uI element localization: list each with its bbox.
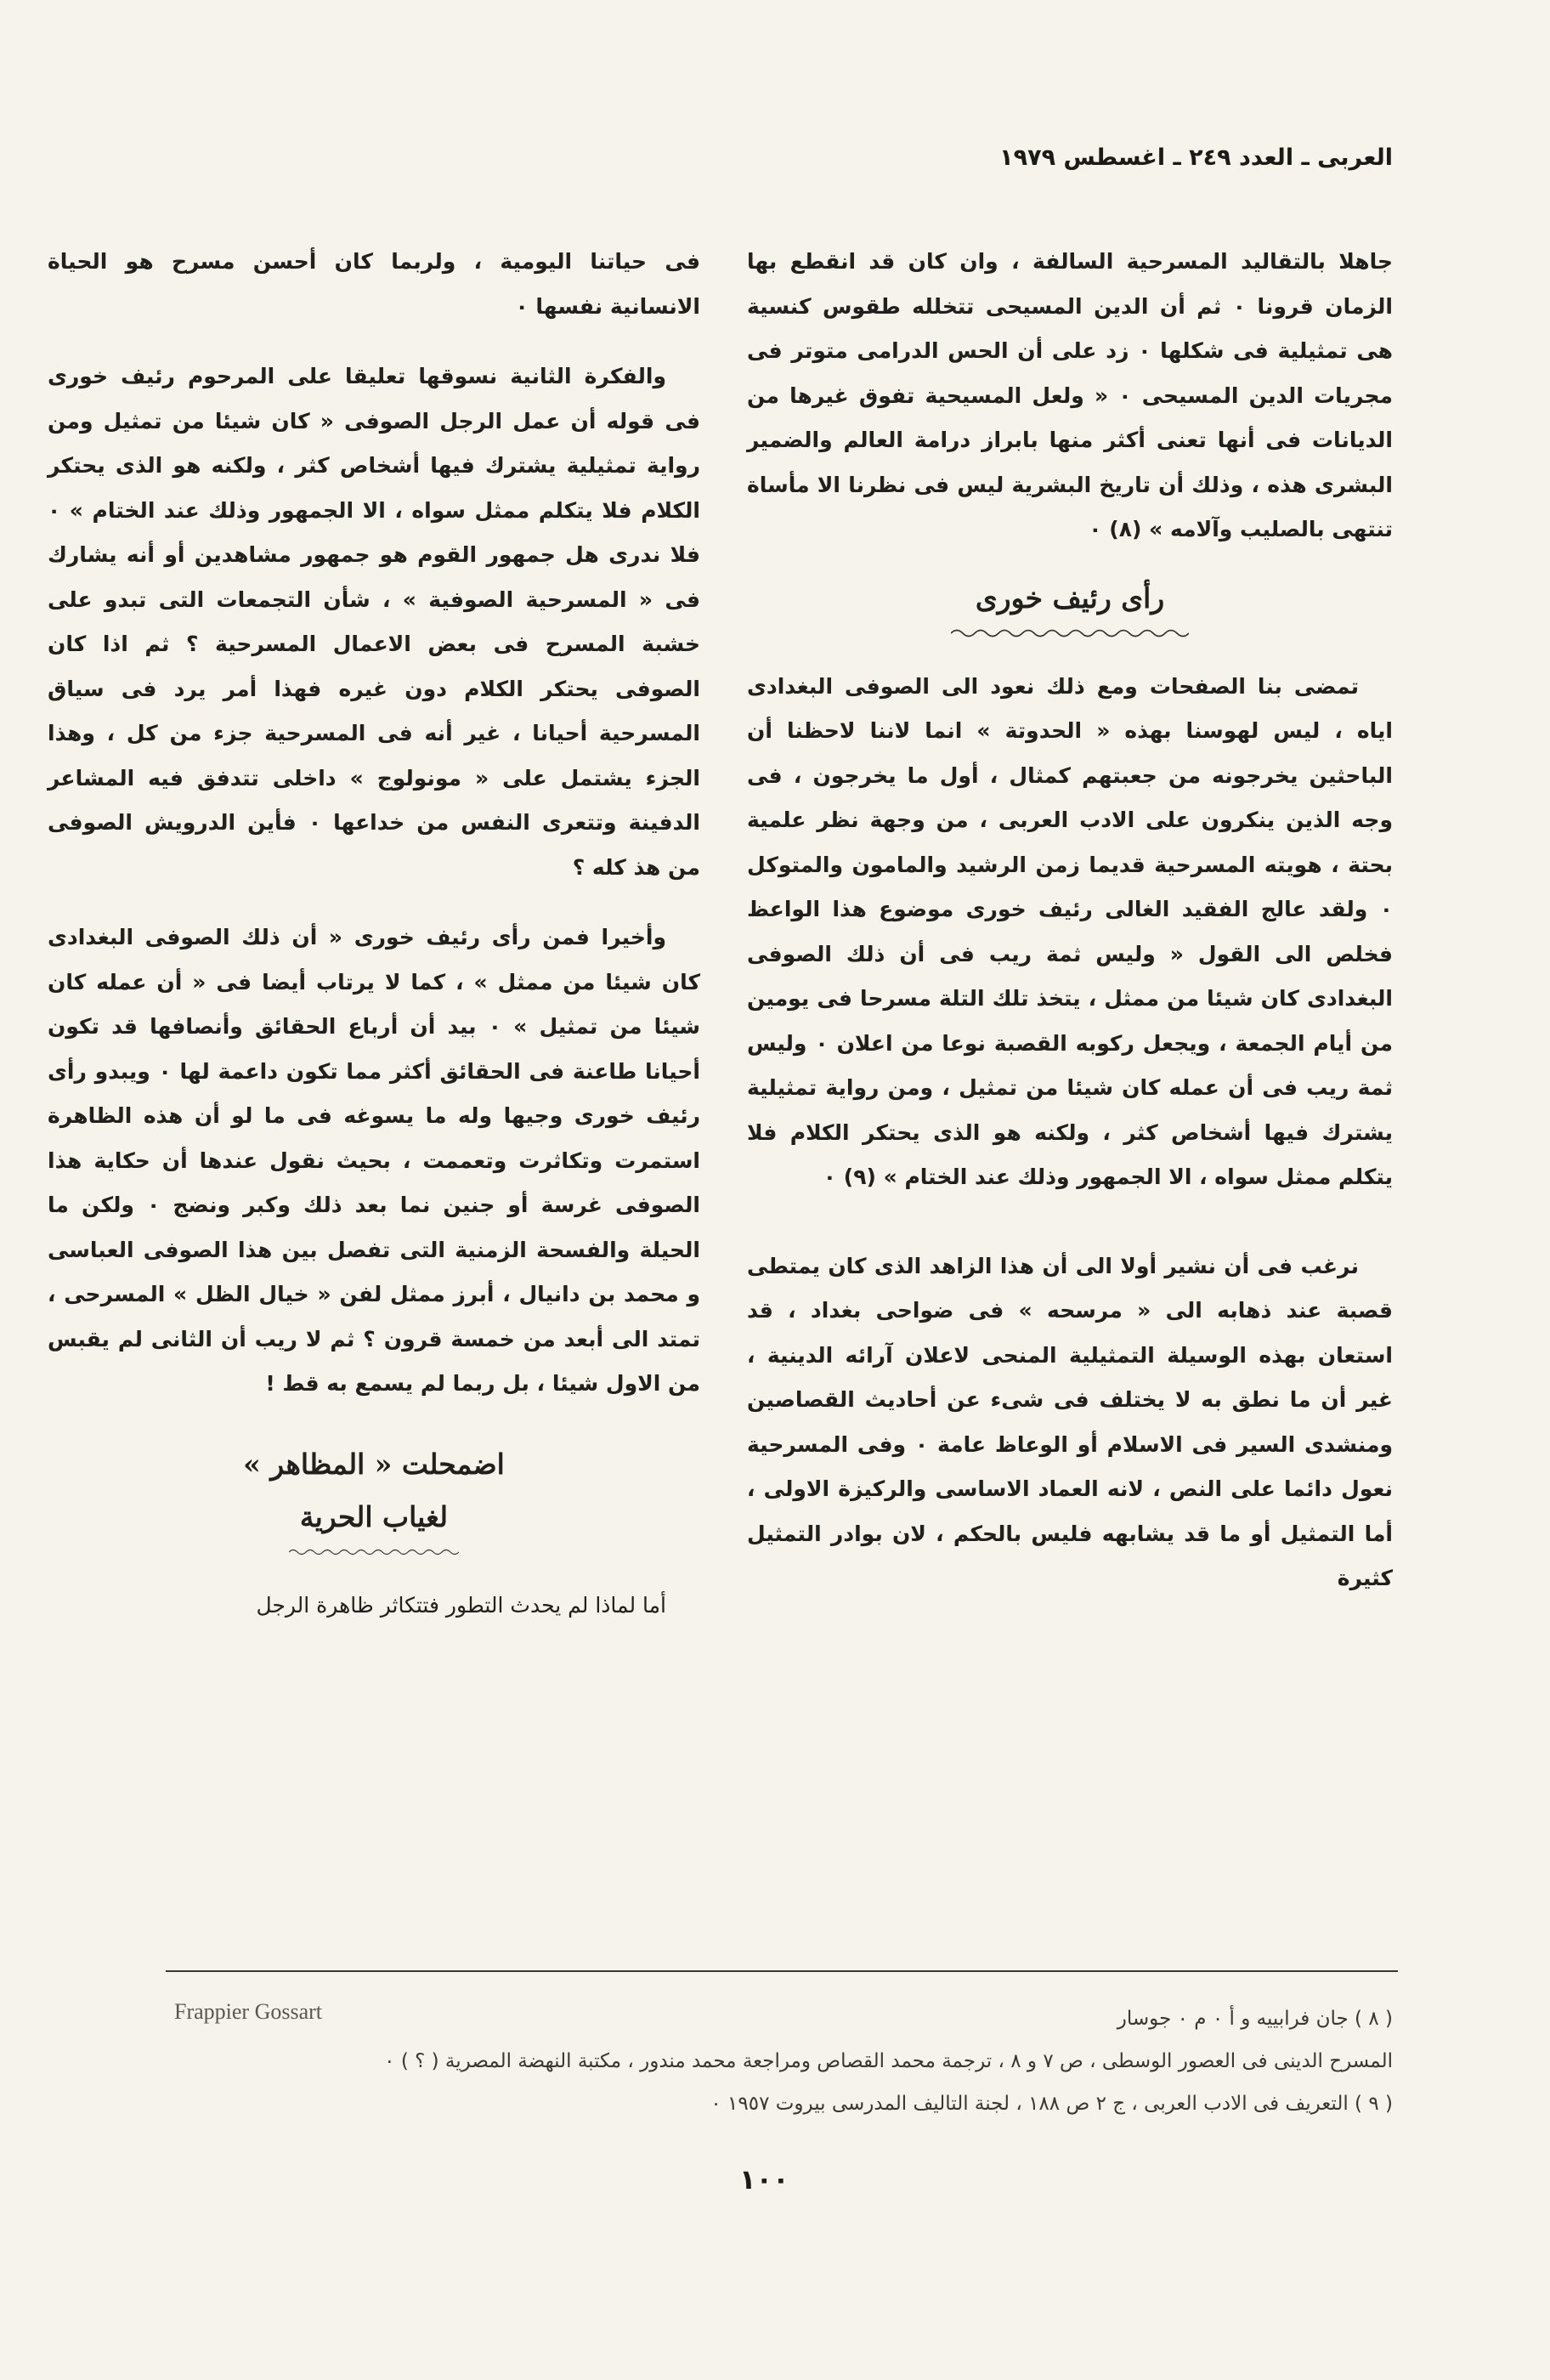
running-header: العربى ـ العدد ٢٤٩ ـ اغسطس ١٩٧٩ [999, 144, 1393, 171]
page-number: ١٠٠ [739, 2163, 789, 2196]
paragraph: والفكرة الثانية نسوقها تعليقا على المرحوم رئيف خورى فى قوله أن عمل الرجل الصوفى « كان شيئا من تمثيل ومن رواية تمثيلية يشترك فيها أشخاص كثر ، ولكنه هو الذى يحتكر الكلام فلا يتكلم ممثل سواه ، الا الجمهور وذلك عند الختام » ٠ فلا ندرى هل جمهور القوم هو جمهور مشاهدين أو أنه يشارك فى « المسرحية الصوفية » ، شأن التجمعات التى تبدو على خشبة المسرح فى بعض الاعمال المسرحية ؟ ثم اذا كان الصوفى يحتكر الكلام دون غيره فهذا أمر يرد فى سياق المسرحية أحيانا ، غير أنه فى المسرحية جزء من كل ، وهذا الجزء يشتمل على « مونولوج » داخلى تتدفق فيه المشاعر الدفينة وتتعرى النفس من خداعها ٠ فأين الدرويش الصوفى من هذ كله ؟ [48, 364, 700, 880]
footnote: ( ٩ ) التعريف فى الادب العربى ، ج ٢ ص ١٨٨ ، لجنة التاليف المدرسى بيروت ١٩٥٧ ٠ [710, 2093, 1393, 2115]
left-column [48, 240, 700, 1628]
right-column [747, 240, 1393, 1601]
decorative-underline [951, 627, 1189, 639]
footnote-divider [166, 1970, 1398, 1972]
section-heading: رأى رئيف خورى [975, 581, 1165, 615]
paragraph: وأخيرا فمن رأى رئيف خورى « أن ذلك الصوفى البغدادى كان شيئا من ممثل » ، كما لا يرتاب أيضا فى « أن عمله كان شيئا من تمثيل » ٠ بيد أن أرباع الحقائق وأنصافها قد تكون أحيانا طاعنة فى الحقائق أكثر مما تكون داعمة لها ٠ ويبدو رأى رئيف خورى وجيها وله ما يسوغه فى ما لو أن هذه الظاهرة استمرت وتكاثرت وتعممت ، بحيث نقول عندها أن حكاية هذا الصوفى غرسة أو جنين نما بعد ذلك وكبر ونضج ٠ ولكن ما الحيلة والفسحة الزمنية التى تفصل بين هذا الصوفى العباسى و محمد بن دانيال ، أبرز ممثل لفن « خيال الظل » المسرحى ، تمتد الى أبعد من خمسة قرون ؟ ثم لا ريب أن الثانى لم يقبس من الاول شيئا ، بل ربما لم يسمع به قط ! [48, 925, 700, 1396]
paragraph: تمضى بنا الصفحات ومع ذلك نعود الى الصوفى البغدادى اياه ، ليس لهوسنا بهذه « الحدوتة » انما لاننا لاحظنا أن الباحثين يخرجونه من جعبتهم كمثال ، أول ما يخرجون ، فى وجه الذين ينكرون على الادب العربى ، من وجهة نظر علمية بحتة ، هويته المسرحية قديما زمن الرشيد والمامون والمتوكل ٠ ولقد عالج الفقيد الغالى رئيف خورى موضوع هذا الواعظ فخلص الى القول « وليس ثمة ريب فى أن ذلك الصوفى البغدادى كان شيئا من ممثل ، يتخذ تلك التلة مسرحا فى يومين من أيام الجمعة ، ويجعل ركوبه القصبة نوعا من اعلان ٠ وليس ثمة ريب فى أن عمله كان شيئا من تمثيل ، ومن رواية تمثيلية يشترك فيها أشخاص كثر ، ولكنه هو الذى يحتكر الكلام فلا يتكلم ممثل سواه ، الا الجمهور وذلك عند الختام » (٩) ٠ [747, 673, 1393, 1189]
paragraph: نرغب فى أن نشير أولا الى أن هذا الزاهد الذى كان يمتطى قصبة عند ذهابه الى « مرسحه » فى ضواحى بغداد ، قد استعان بهذه الوسيلة التمثيلية المنحى لاعلان آرائه الدينية ، غير أن ما نطق به لا يختلف فى شىء عن أحاديث القصاصين ومنشدى السير فى الاسلام أو الوعاظ عامة ٠ وفى المسرحية نعول دائما على النص ، لانه العماد الاساسى والركيزة الاولى ، أما التمثيل أو ما قد يشابهه فليس بالحكم ، لان بوادر التمثيل كثيرة [747, 1253, 1393, 1590]
footnote: المسرح الدينى فى العصور الوسطى ، ص ٧ و ٨ ، ترجمة محمد القصاص ومراجعة محمد مندور ، مكتبة النهضة المصرية ( ؟ ) ٠ [384, 2050, 1393, 2072]
paragraph: فى حياتنا اليومية ، ولربما كان أحسن مسرح هو الحياة الانسانية نفسها ٠ [48, 249, 700, 319]
footnote: ( ٨ ) جان فرابييه و أ ٠ م ٠ جوسار [1117, 2008, 1393, 2030]
paragraph: أما لماذا لم يحدث التطور فتتكاثر ظاهرة الرجل [256, 1592, 666, 1618]
footnotes [169, 1998, 1393, 2125]
section-heading: لغياب الحرية [299, 1499, 449, 1533]
paragraph: جاهلا بالتقاليد المسرحية السالفة ، وان كان قد انقطع بها الزمان قرونا ٠ ثم أن الدين المسيحى تتخلله طقوس كنسية هى تمثيلية فى شكلها ٠ زد على أن الحس الدرامى متوتر فى مجريات الدين المسيحى ٠ « ولعل المسيحية تفوق غيرها من الديانات فى أنها تعنى أكثر منها بابراز درامة العالم والضمير البشرى هذه ، وذلك أن تاريخ البشرية ليس فى نظرنا الا مأساة تنتهى بالصليب وآلامه » (٨) ٠ [747, 249, 1394, 541]
section-heading: اضمحلت « المظاهر » [243, 1447, 505, 1481]
footnote-latin-names: Frappier Gossart [174, 1999, 323, 2024]
decorative-underline [289, 1546, 459, 1558]
